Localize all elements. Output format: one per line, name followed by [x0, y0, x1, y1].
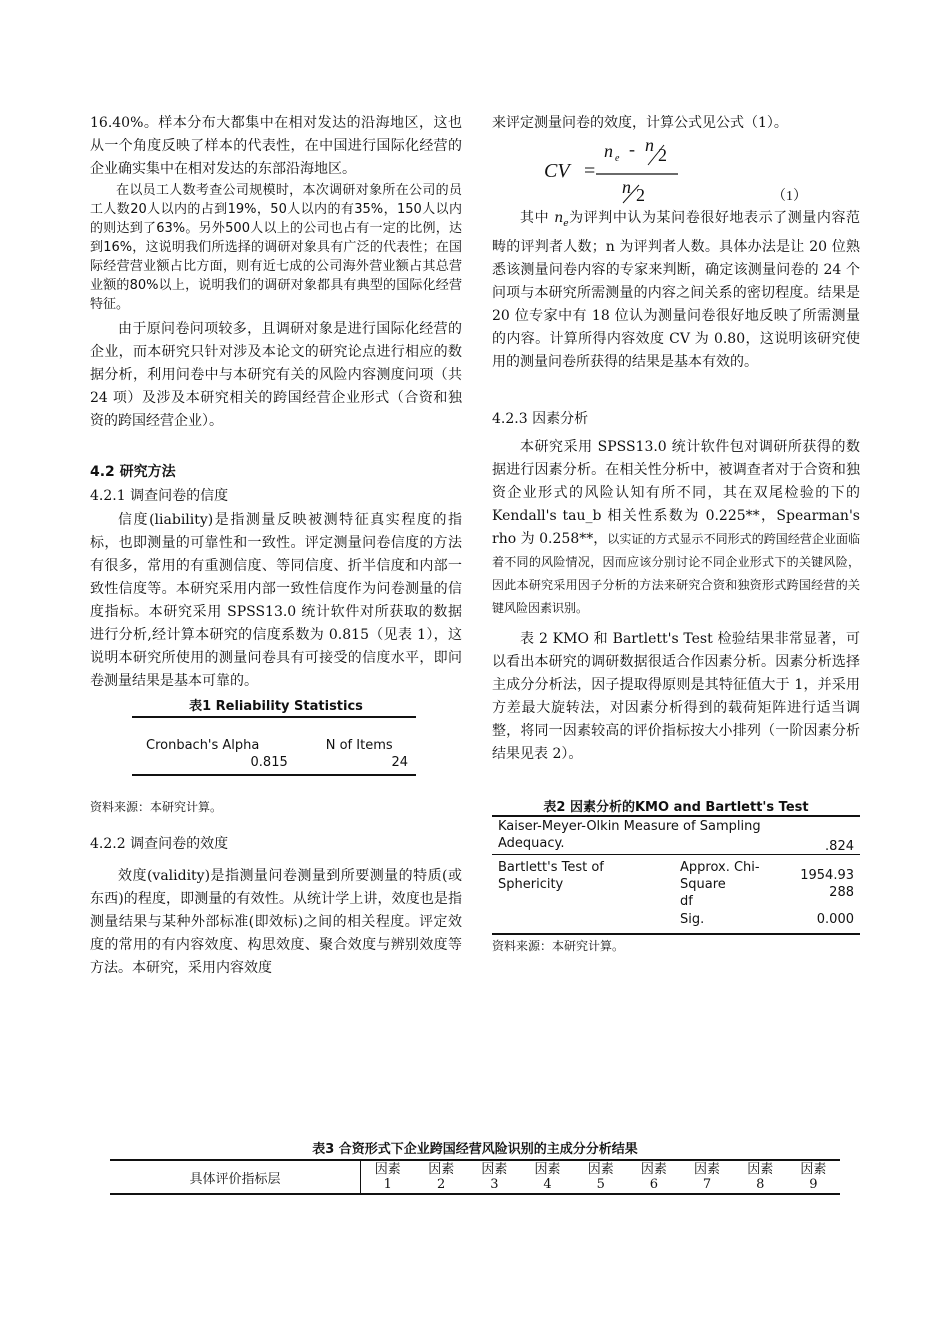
factor-header: 因素 2: [428, 1162, 455, 1192]
paragraph: 本研究采用 SPSS13.0 统计软件包对调研所获得的数据进行因素分析。在相关性分析中，被调查者对于合资和独资企业形式的风险认知有所不同，其在双尾检验的下的 Kendall's tau_b 相关性系数为 0.225**，Spearman's rho 为 0.258**，以实证的方式显示不同形式的跨国经营企业面临着不同的风险情况，因而应该分别讨论不同企业形式下的关键风险，因此本研究采用因子分析的方法来研究合资和独资形式跨国经营的关键风险因素识别。: [492, 438, 860, 615]
table-2: [492, 796, 860, 935]
formula-n: n: [645, 135, 654, 155]
table-title: 表2 因素分析的KMO and Bartlett's Test: [543, 799, 809, 815]
table-title: 表3 合资形式下企业跨国经营风险识别的主成分分析结果: [312, 1142, 638, 1157]
paragraph: 效度(validity)是指测量问卷测量到所要测量的特质(或东西)的程度，即测量的有效性。从统计学上讲，效度也是指测量结果与某种外部标准(即效标)之间的相关程度。评定效度的常用的有内容效度、构思效度、聚合效度与辨别效度等方法。本研究，采用内容效度: [90, 868, 462, 976]
factor-header: 因素 7: [694, 1162, 721, 1192]
table-header: 具体评价指标层: [110, 1160, 361, 1194]
subsection-heading: 4.2.2 调查问卷的效度: [90, 836, 229, 852]
table-1: [90, 695, 462, 776]
formula-sub: e: [615, 153, 620, 164]
paragraph: 信度(liability)是指测量反映被测特征真实程度的指标，也即测量的可靠性和一致性。评定测量问卷信度的方法有很多，常用的有重测信度、等同信度、折半信度和内部一致性信度等。本研究采用内部一致性信度作为问卷测量的信度指标。本研究采用 SPSS13.0 统计软件对所获取的数据进行分析,经计算本研究的信度系数为 0.815（见表 1），这说明本研究所使用的测量问卷具有可接受的信度水平，即问卷测量结果是基本可靠的。: [90, 512, 462, 689]
table-cell: .824: [825, 838, 854, 854]
table-cell: 0.815: [250, 755, 288, 770]
subsection-heading: 4.2.1 调查问卷的信度: [90, 488, 229, 504]
paragraph: 来评定测量问卷的效度，计算公式见公式（1）。: [492, 115, 788, 131]
section-heading: 4.2 研究方法: [90, 464, 176, 480]
formula-two-denom: 2: [636, 185, 645, 205]
table-header: N of Items: [325, 738, 393, 753]
formula-lhs: CV: [544, 160, 570, 182]
table-cell: 0.000: [816, 911, 854, 927]
factor-header: 因素 5: [587, 1162, 614, 1192]
paragraph: 16.40%。样本分布大都集中在相对发达的沿海地区，这也从一个角度反映了样本的代表性，在中国进行国际化经营的企业确实集中在相对发达的东部沿海地区。: [90, 115, 462, 177]
factor-header: 因素 9: [800, 1162, 827, 1192]
left-column: [90, 112, 462, 980]
table-cell: 24: [391, 755, 408, 770]
formula-cv: [492, 135, 860, 205]
factor-header: 因素 8: [747, 1162, 774, 1192]
formula-eq: =: [584, 160, 596, 182]
table-cell: 1954.93 288: [800, 868, 854, 901]
table-title: 表1 Reliability Statistics: [189, 699, 363, 714]
factor-header: 因素 6: [640, 1162, 667, 1192]
paragraph: 表 2 KMO 和 Bartlett's Test 检验结果非常显著，可以看出本研究的调研数据很适合作因素分析。因素分析选择主成分分析法，因子提取得原则是其特征值大于 1，并采用方差最大旋转法，对因素分析得到的载荷矩阵进行适当调整，将同一因素较高的评价指标按大小排列（一阶因素分析结果见表 2）。: [492, 630, 860, 762]
table-cell: Kaiser-Meyer-Olkin Measure of Sampling Adequacy.: [498, 818, 761, 851]
table-cell: Bartlett's Test of Sphericity: [498, 859, 604, 892]
formula-ne: n: [604, 141, 613, 161]
source-note: 资料来源：本研究计算。: [90, 800, 223, 814]
formula-n-denom: n: [622, 177, 631, 197]
table-cell: Approx. Chi-Square df: [680, 859, 760, 909]
table-cell: Sig.: [680, 911, 705, 927]
factor-header: 因素 1: [374, 1162, 401, 1192]
factor-header: 因素 3: [481, 1162, 508, 1192]
table-3: [110, 1138, 840, 1195]
formula-number: （1）: [772, 189, 807, 204]
right-column: [492, 112, 860, 954]
formula-strokes: [492, 135, 692, 205]
paragraph: 由于原问卷问项较多，且调研对象是进行国际化经营的企业，而本研究只针对涉及本论文的研究论点进行相应的数据分析，利用问卷中与本研究有关的风险内容测度问项（共 24 项）及涉及本研究相关的跨国经营企业形式（合资和独资的跨国经营企业）。: [90, 321, 462, 429]
subsection-heading: 4.2.3 因素分析: [492, 410, 589, 427]
paragraph: 在以员工人数考查公司规模时，本次调研对象所在公司的员工人数20人以内的占到19%，50人以内的有35%，150人以内的则达到了63%。另外500人以上的公司也占有一定的比例，达到16%，这说明我们所选择的调研对象具有广泛的代表性；在国际经营营业额占比方面，则有近七成的公司海外营业额占其总营业额的80%以上，说明我们的调研对象都具有典型的国际化经营特征。: [90, 183, 462, 312]
factor-header: 因素 4: [534, 1162, 561, 1192]
source-note: 资料来源：本研究计算。: [492, 938, 625, 953]
paragraph: 其中 $n_e$为评判中认为某问卷很好地表示了测量内容范畴的评判者人数；n 为评判者人数。具体办法是让 20 位熟悉该测量问卷内容的专家来判断，确定该测量问卷的 24 个问项与本研究所需测量的内容之间关系的密切程度。结果是 20 位专家中有 18 位认为测量问卷很好地反映了所需测量的内容。计算所得内容效度 CV 为 0.80，这说明该研究使用的测量问卷所获得的结果是基本有效的。: [492, 210, 861, 370]
table-header: Cronbach's Alpha: [146, 738, 260, 753]
formula-minus: -: [629, 139, 635, 159]
formula-two: 2: [658, 145, 667, 165]
